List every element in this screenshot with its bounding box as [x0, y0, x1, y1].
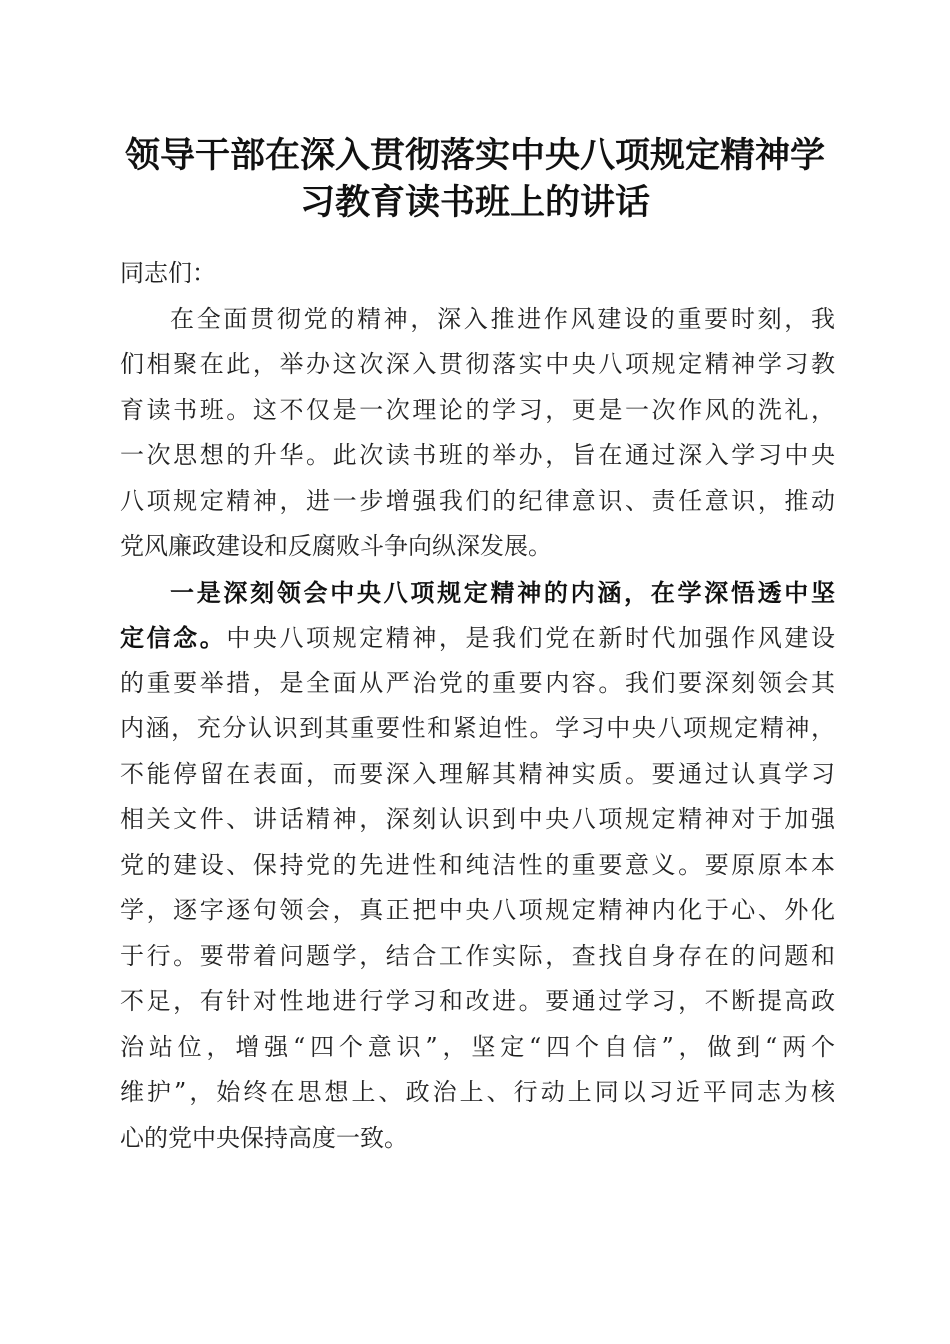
paragraph-2 — [120, 570, 835, 1162]
paragraph-line: 不足，有针对性地进行学习和改进。要通过学习，不断提高政 — [120, 987, 835, 1015]
document-title — [100, 132, 850, 226]
paragraph-line: 在全面贯彻党的精神，深入推进作风建设的重要时刻，我 — [170, 304, 835, 333]
paragraph-line: 党的建设、保持党的先进性和纯洁性的重要意义。要原原本本 — [120, 850, 835, 879]
paragraph-line: 们相聚在此，举办这次深入贯彻落实中央八项规定精神学习教 — [120, 350, 835, 378]
title-line-1: 领导干部在深入贯彻落实中央八项规定精神学 — [124, 135, 825, 176]
paragraph-line: 于行。要带着问题学，结合工作实际，查找自身存在的问题和 — [120, 941, 835, 970]
paragraph-line: 不能停留在表面，而要深入理解其精神实质。要通过认真学习 — [120, 759, 835, 788]
title-line-2: 习教育读书班上的讲话 — [299, 182, 650, 223]
document-body — [120, 251, 835, 1161]
paragraph-line — [120, 615, 835, 661]
paragraph-line: 治站位，增强“四个意识”，坚定“四个自信”，做到“两个 — [120, 1032, 835, 1061]
salutation: 同志们： — [120, 259, 216, 287]
paragraph-line: 八项规定精神，进一步增强我们的纪律意识、责任意识，推动 — [120, 486, 835, 515]
paragraph-line: 一次思想的升华。此次读书班的举办，旨在通过深入学习中央 — [120, 441, 835, 469]
paragraph-line: 维护”，始终在思想上、政治上、行动上同以习近平同志为核 — [120, 1078, 835, 1106]
section-heading-line: 一是深刻领会中央八项规定精神的内涵，在学深悟透中坚 — [170, 577, 835, 607]
paragraph-line: 学，逐字逐句领会，真正把中央八项规定精神内化于心、外化 — [120, 896, 835, 924]
paragraph-line: 心的党中央保持高度一致。 — [120, 1123, 408, 1152]
paragraph-line: 党风廉政建设和反腐败斗争向纵深发展。 — [120, 532, 552, 560]
section-heading-end: 定信念。 — [120, 623, 227, 652]
paragraph-text: 中央八项规定精神，是我们党在新时代加强作风建设 — [226, 624, 836, 652]
paragraph-line: 内涵，充分认识到其重要性和紧迫性。学习中央八项规定精神， — [120, 714, 835, 742]
paragraph-line: 相关文件、讲话精神，深刻认识到中央八项规定精神对于加强 — [120, 805, 835, 833]
paragraph-line: 育读书班。这不仅是一次理论的学习，更是一次作风的洗礼， — [120, 395, 835, 424]
paragraph-1 — [120, 297, 835, 570]
paragraph-line: 的重要举措，是全面从严治党的重要内容。我们要深刻领会其 — [120, 668, 835, 697]
